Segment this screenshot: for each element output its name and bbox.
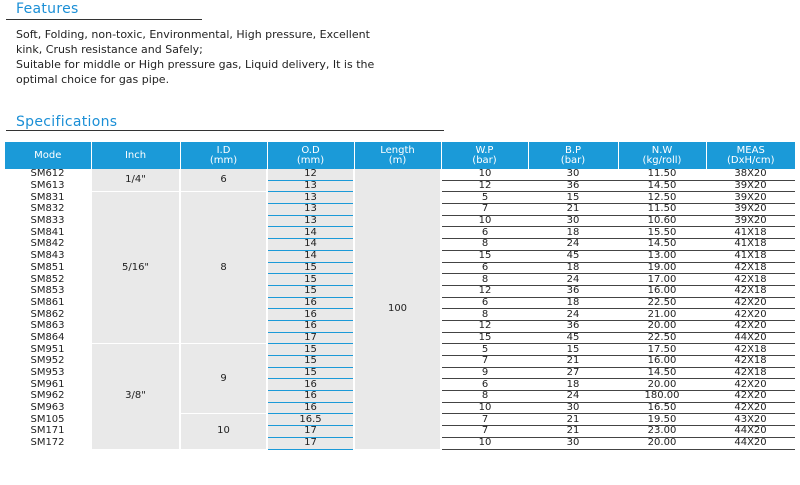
wp-cell: 10 [441,215,528,227]
column-header [706,142,795,169]
features-line: kink, Crush resistance and Safely; [16,43,203,56]
mode-cell: SM172 [5,437,91,449]
bp-cell: 36 [528,320,618,332]
mode-cell: SM105 [5,414,91,426]
specifications-table [5,142,795,450]
column-header [441,142,528,169]
wp-cell: 7 [441,426,528,438]
column-header [91,142,180,169]
od-cell: 14 [267,250,354,262]
column-header-label: N.W [651,144,673,156]
column-header-label: Mode [34,149,62,161]
nw-cell: 180.00 [618,391,706,403]
nw-cell: 20.00 [618,320,706,332]
wp-cell: 9 [441,367,528,379]
meas-cell: 38X20 [706,169,795,180]
nw-cell: 20.00 [618,437,706,449]
features-line: Soft, Folding, non-toxic, Environmental, High pressure, Excellent [16,28,370,41]
meas-cell: 42X20 [706,391,795,403]
mode-cell: SM864 [5,332,91,344]
nw-cell: 11.50 [618,204,706,216]
mode-cell: SM863 [5,320,91,332]
bp-cell: 15 [528,192,618,204]
nw-cell: 11.50 [618,169,706,180]
bp-cell: 15 [528,344,618,356]
bp-cell: 30 [528,169,618,180]
column-header-unit: (mm) [209,154,238,166]
wp-cell: 6 [441,379,528,391]
mode-cell: SM963 [5,402,91,414]
bp-cell: 24 [528,274,618,286]
table-row [5,169,795,180]
od-cell: 16 [267,402,354,414]
nw-cell: 10.60 [618,215,706,227]
nw-cell: 17.00 [618,274,706,286]
nw-cell: 20.00 [618,379,706,391]
meas-cell: 42X20 [706,402,795,414]
meas-cell: 42X20 [706,309,795,321]
meas-cell: 39X20 [706,180,795,192]
meas-cell: 44X20 [706,332,795,344]
bp-cell: 21 [528,426,618,438]
specifications-heading: Specifications [16,114,118,130]
id-cell: 9 [180,344,267,414]
features-line: Suitable for middle or High pressure gas, Liquid delivery, It is the [16,58,375,71]
meas-cell: 39X20 [706,215,795,227]
od-cell: 16.5 [267,414,354,426]
meas-cell: 42X18 [706,356,795,368]
specifications-divider [6,130,444,131]
id-cell: 6 [180,169,267,192]
inch-cell: 3/8" [91,344,180,449]
nw-cell: 15.50 [618,227,706,239]
column-header [5,142,91,169]
nw-cell: 21.00 [618,309,706,321]
mode-cell: SM843 [5,250,91,262]
meas-cell: 42X20 [706,320,795,332]
meas-cell: 42X20 [706,379,795,391]
meas-cell: 43X20 [706,414,795,426]
bp-cell: 21 [528,356,618,368]
nw-cell: 22.50 [618,332,706,344]
bp-cell: 21 [528,414,618,426]
column-header [267,142,354,169]
mode-cell: SM831 [5,192,91,204]
od-cell: 15 [267,344,354,356]
wp-cell: 5 [441,344,528,356]
features-line: optimal choice for gas pipe. [16,73,170,86]
column-header-unit: (bar) [472,154,497,166]
wp-cell: 8 [441,391,528,403]
wp-cell: 8 [441,274,528,286]
od-cell: 13 [267,204,354,216]
mode-cell: SM962 [5,391,91,403]
meas-cell: 42X18 [706,344,795,356]
inch-cell: 1/4" [91,169,180,192]
mode-cell: SM833 [5,215,91,227]
wp-cell: 6 [441,227,528,239]
bp-cell: 27 [528,367,618,379]
nw-cell: 13.00 [618,250,706,262]
column-header-label: O.D [301,144,320,156]
nw-cell: 16.00 [618,356,706,368]
bp-cell: 36 [528,180,618,192]
od-cell: 12 [267,169,354,180]
od-cell: 13 [267,192,354,204]
bp-cell: 36 [528,285,618,297]
table-header-row [5,142,795,169]
mode-cell: SM951 [5,344,91,356]
bp-cell: 30 [528,402,618,414]
od-cell: 16 [267,379,354,391]
wp-cell: 8 [441,309,528,321]
mode-cell: SM961 [5,379,91,391]
column-header-label: Inch [124,149,147,161]
wp-cell: 12 [441,320,528,332]
wp-cell: 7 [441,414,528,426]
nw-cell: 19.00 [618,262,706,274]
bp-cell: 18 [528,262,618,274]
od-cell: 15 [267,356,354,368]
wp-cell: 10 [441,437,528,449]
nw-cell: 14.50 [618,239,706,251]
od-cell: 15 [267,285,354,297]
column-header [354,142,441,169]
wp-cell: 7 [441,356,528,368]
nw-cell: 17.50 [618,344,706,356]
column-header [618,142,706,169]
column-header-label: B.P [564,144,582,156]
nw-cell: 14.50 [618,367,706,379]
mode-cell: SM862 [5,309,91,321]
meas-cell: 42X18 [706,262,795,274]
column-header-unit: (kg/roll) [642,154,682,166]
meas-cell: 44X20 [706,437,795,449]
column-header-unit: (DxH/cm) [726,154,775,166]
column-header [180,142,267,169]
nw-cell: 22.50 [618,297,706,309]
column-header-label: MEAS [736,144,765,156]
meas-cell: 42X18 [706,274,795,286]
meas-cell: 41X18 [706,250,795,262]
wp-cell: 12 [441,180,528,192]
bp-cell: 18 [528,297,618,309]
features-divider [6,19,202,20]
wp-cell: 15 [441,250,528,262]
mode-cell: SM171 [5,426,91,438]
mode-cell: SM832 [5,204,91,216]
od-cell: 13 [267,180,354,192]
features-description [16,27,396,87]
mode-cell: SM842 [5,239,91,251]
meas-cell: 42X18 [706,285,795,297]
bp-cell: 24 [528,309,618,321]
column-header-unit: (mm) [296,154,325,166]
od-cell: 14 [267,239,354,251]
meas-cell: 39X20 [706,204,795,216]
mode-cell: SM853 [5,285,91,297]
od-cell: 17 [267,426,354,438]
id-cell: 10 [180,414,267,449]
od-cell: 13 [267,215,354,227]
od-cell: 17 [267,332,354,344]
wp-cell: 15 [441,332,528,344]
od-cell: 16 [267,297,354,309]
od-cell: 15 [267,274,354,286]
mode-cell: SM952 [5,356,91,368]
nw-cell: 16.50 [618,402,706,414]
wp-cell: 6 [441,262,528,274]
column-header [528,142,618,169]
mode-cell: SM613 [5,180,91,192]
mode-cell: SM612 [5,169,91,180]
od-cell: 17 [267,437,354,449]
bp-cell: 30 [528,437,618,449]
od-cell: 15 [267,262,354,274]
wp-cell: 6 [441,297,528,309]
column-header-label: W.P [475,144,494,156]
bp-cell: 21 [528,204,618,216]
inch-cell: 5/16" [91,192,180,344]
nw-cell: 19.50 [618,414,706,426]
meas-cell: 39X20 [706,192,795,204]
id-cell: 8 [180,192,267,344]
bp-cell: 24 [528,391,618,403]
meas-cell: 41X18 [706,227,795,239]
column-header-label: I.D [216,144,231,156]
nw-cell: 16.00 [618,285,706,297]
mode-cell: SM841 [5,227,91,239]
column-header-unit: (m) [388,154,407,166]
mode-cell: SM852 [5,274,91,286]
meas-cell: 42X20 [706,297,795,309]
bp-cell: 45 [528,332,618,344]
bp-cell: 45 [528,250,618,262]
column-header-unit: (bar) [560,154,586,166]
nw-cell: 23.00 [618,426,706,438]
wp-cell: 5 [441,192,528,204]
meas-cell: 41X18 [706,239,795,251]
mode-cell: SM953 [5,367,91,379]
wp-cell: 10 [441,169,528,180]
table-body [5,169,795,449]
meas-cell: 42X18 [706,367,795,379]
column-header-label: Length [380,144,415,156]
od-cell: 16 [267,309,354,321]
nw-cell: 14.50 [618,180,706,192]
mode-cell: SM851 [5,262,91,274]
mode-cell: SM861 [5,297,91,309]
od-cell: 16 [267,391,354,403]
wp-cell: 8 [441,239,528,251]
wp-cell: 7 [441,204,528,216]
wp-cell: 10 [441,402,528,414]
bp-cell: 18 [528,379,618,391]
bp-cell: 30 [528,215,618,227]
nw-cell: 12.50 [618,192,706,204]
bp-cell: 18 [528,227,618,239]
od-cell: 15 [267,367,354,379]
bp-cell: 24 [528,239,618,251]
od-cell: 14 [267,227,354,239]
od-cell: 16 [267,320,354,332]
length-cell: 100 [354,169,441,449]
meas-cell: 44X20 [706,426,795,438]
features-heading: Features [16,1,79,17]
wp-cell: 12 [441,285,528,297]
